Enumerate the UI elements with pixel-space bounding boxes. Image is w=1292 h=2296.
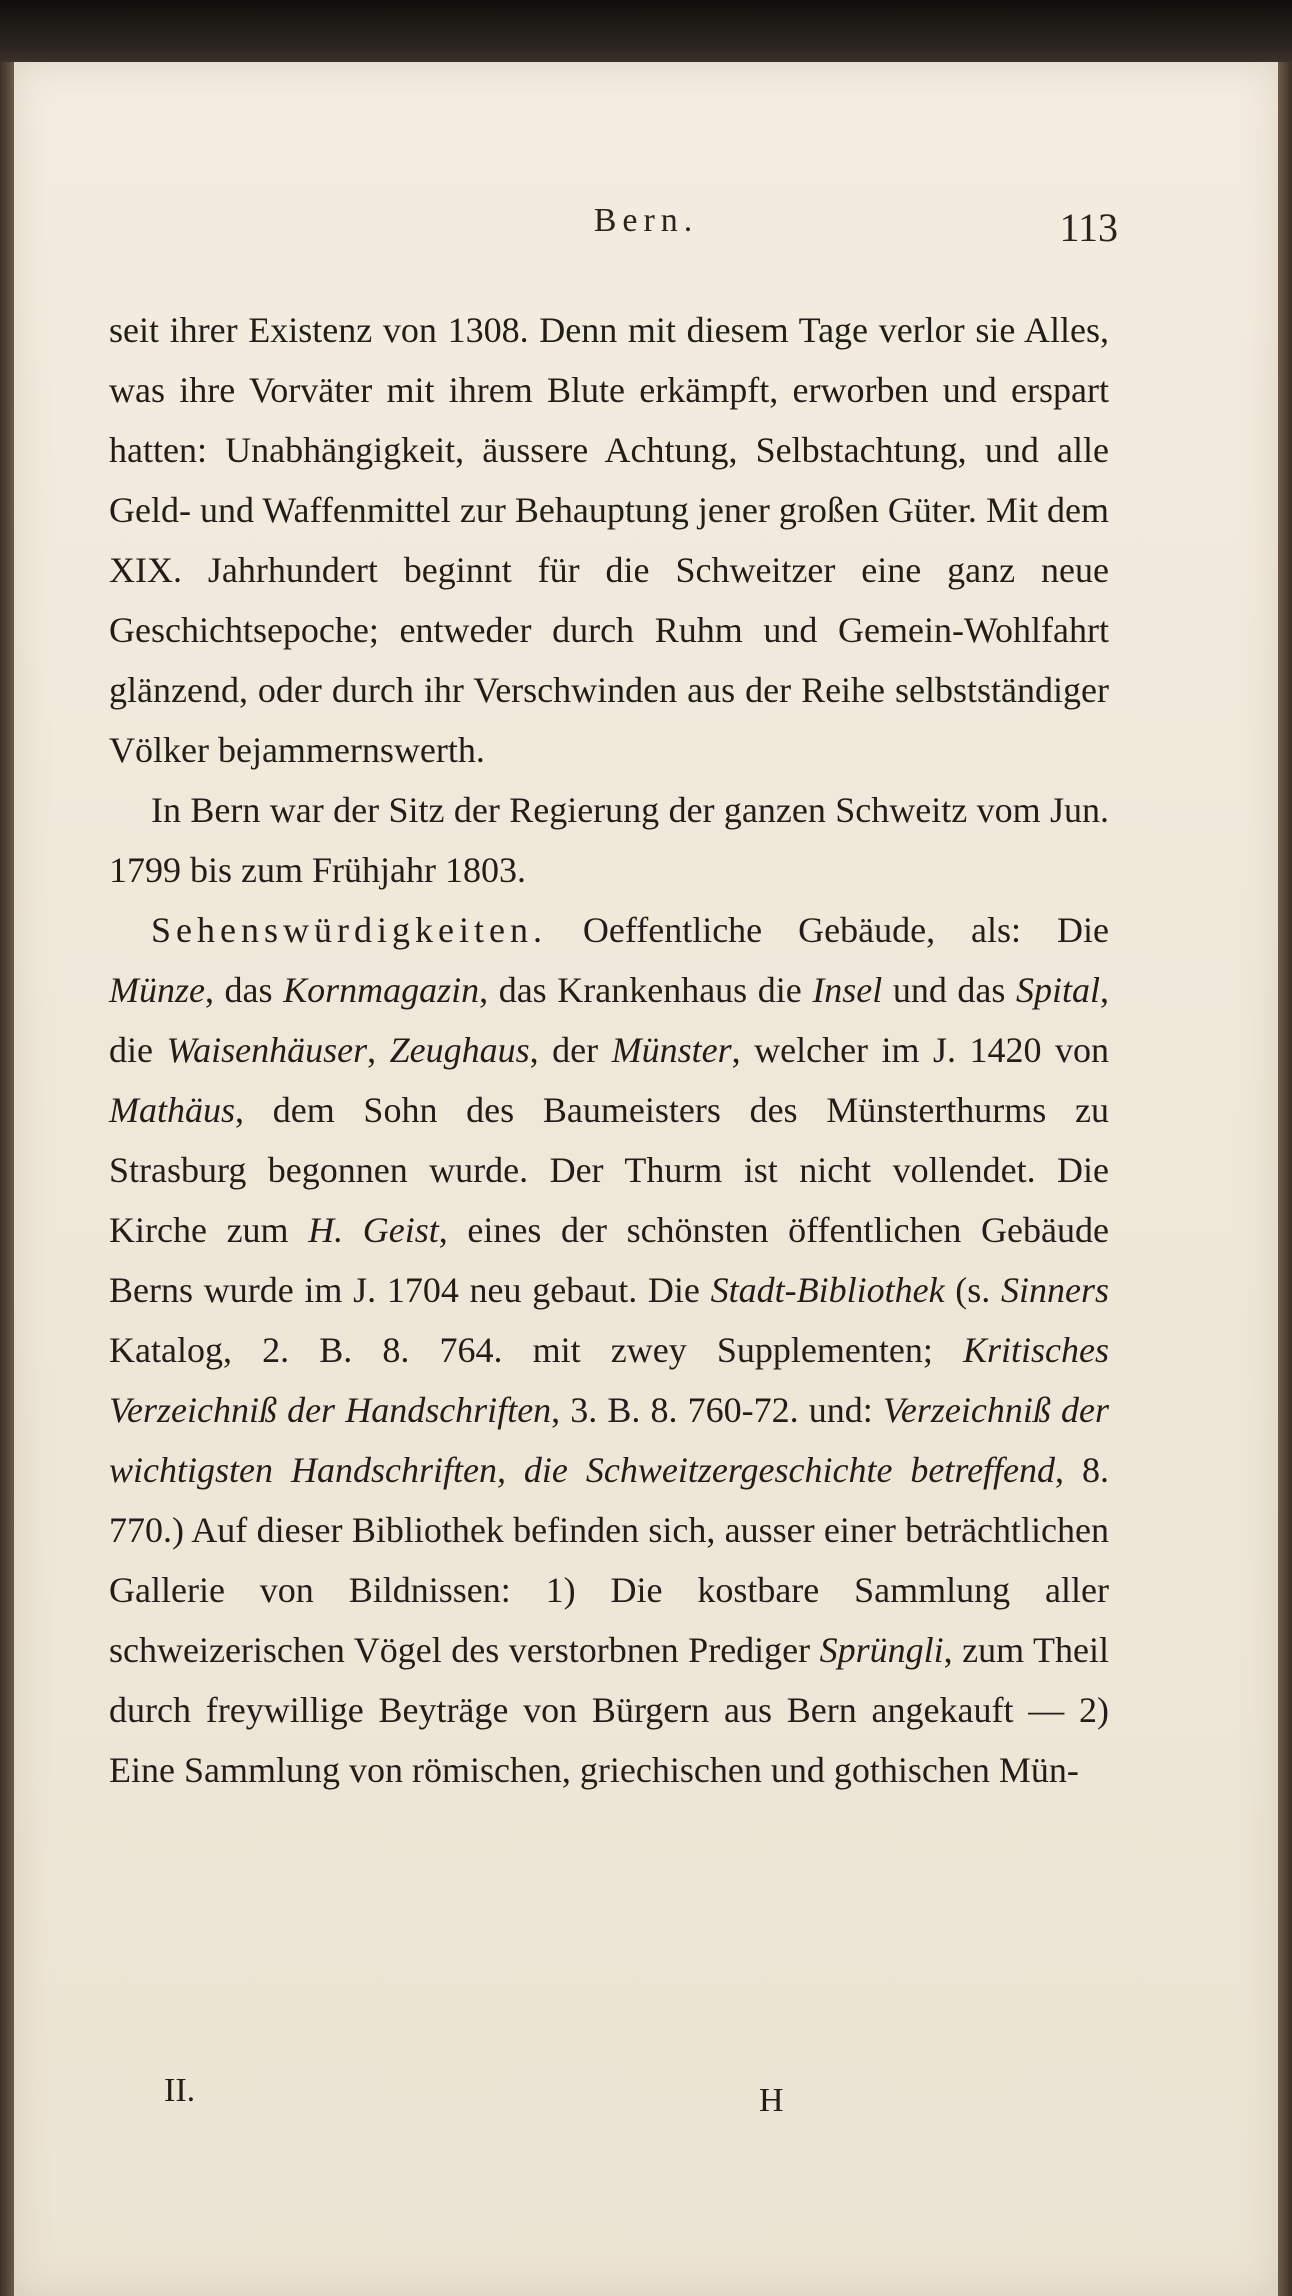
italic-text: Kornmagazin [283,970,480,1010]
text-run: , [367,1030,390,1070]
italic-text: Sprüngli [819,1630,944,1670]
text-run: , die [109,970,1109,1070]
text-run: , 3. B. 8. 760-72. und: [551,1390,883,1430]
italic-text: Münze [109,970,205,1010]
italic-text: Waisenhäuser [166,1030,368,1070]
text-run: , eines der schönsten öffentlichen Gebäude Berns wurde im J. 1704 neu gebaut. Die [109,1210,1109,1310]
text-run: , das Krankenhaus die [479,970,813,1010]
text-run: Katalog, 2. B. 8. 764. mit zwey Supplementen; [109,1330,963,1370]
italic-text: Mathäus [109,1090,235,1130]
body-text [109,300,1109,1800]
page-footer [14,2072,1278,2132]
text-run: Oeffentliche Gebäude, als: Die [546,910,1109,950]
book-page [14,62,1278,2296]
running-head: Bern. [593,202,699,239]
italic-text: Zeughaus [389,1030,530,1070]
paragraph [109,300,1109,780]
italic-text: Sinners [1001,1270,1109,1310]
volume-signature: II. [164,2072,196,2109]
text-run: , der [529,1030,612,1070]
paragraph [109,780,1109,900]
page-number: 113 [1059,205,1118,250]
italic-text: Stadt-Bibliothek [710,1270,945,1310]
scan-left-edge [0,62,14,2296]
text-run: seit ihrer Existenz von 1308. Denn mit diesem Tage verlor sie Alles, was ihre Vorväter mit ihrem Blute erkämpft, erworben und erspart hatten: Unabhängigkeit, äussere Achtung, Selbstachtung, und alle Geld- und Waffenmittel zur Behauptung jener großen Güter. Mit dem XIX. Jahrhundert beginnt für die Schweitzer eine ganz neue Geschichtsepoche; entweder durch Ruhm und Gemein-Wohlfahrt glänzend, oder durch ihr Verschwinden aus der Reihe selbstständiger Völker bejammernswerth. [109,310,1109,770]
page-header [14,202,1278,282]
italic-text: Münster [611,1030,732,1070]
text-run: und das [882,970,1016,1010]
text-run: , 8. 770.) Auf dieser Bibliothek befinden sich, ausser einer beträchtlichen Gallerie von Bildnissen: 1) Die kostbare Sammlung aller schweizerischen Vögel des verstorbnen Prediger [109,1450,1110,1670]
italic-text: Insel [812,970,883,1010]
text-run: Sehenswürdigkeiten. [151,910,547,950]
gathering-signature: H [759,2082,784,2119]
italic-text: Spital [1015,970,1100,1010]
paragraph [109,900,1109,1800]
italic-text: Kritisches Verzeichniß der Handschriften [109,1330,1109,1430]
italic-text: Verzeichniß der wichtigsten Handschriften, die Schweitzergeschichte betreffend [109,1390,1109,1490]
text-run: , das [204,970,284,1010]
scan-right-edge [1278,62,1292,2296]
scan-top-edge [0,0,1292,62]
text-run: , welcher im J. 1420 von [731,1030,1110,1070]
italic-text: H. Geist [308,1210,439,1250]
text-run: In Bern war der Sitz der Regierung der ganzen Schweitz vom Jun. 1799 bis zum Frühjahr 1803. [109,790,1109,890]
text-run: , zum Theil durch freywillige Beyträge von Bürgern aus Bern angekauft — 2) Eine Sammlung von römischen, griechischen und gothischen Mün- [109,1630,1109,1790]
text-run: , dem Sohn des Baumeisters des Münsterthurms zu Strasburg begonnen wurde. Der Thurm ist nicht vollendet. Die Kirche zum [109,1090,1109,1250]
text-run: (s. [944,1270,1001,1310]
